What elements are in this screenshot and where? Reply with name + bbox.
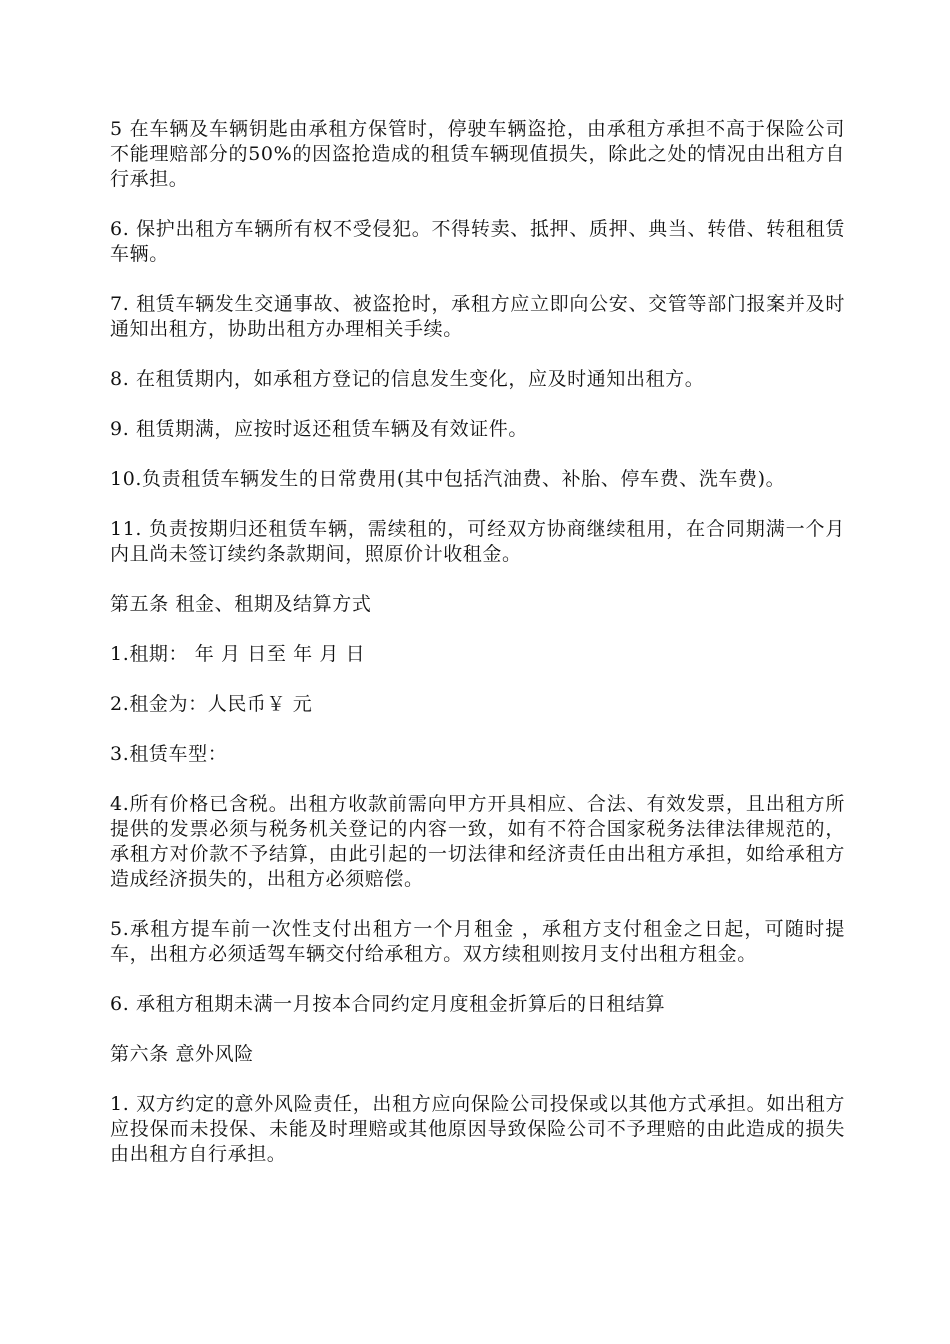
article-5-item-5-payment: 5.承租方提车前一次性支付出租方一个月租金 ，承租方支付租金之日起，可随时提车，出租方必须适驾车辆交付给承租方。双方续租则按月支付出租方租金。 bbox=[110, 918, 845, 965]
clause-6-ownership-protection: 6. 保护出租方车辆所有权不受侵犯。不得转卖、抵押、质押、典当、转借、转租租赁车辆。 bbox=[110, 218, 845, 265]
article-5-item-1-term: 1.租期： 年 月 日至 年 月 日 bbox=[110, 643, 366, 665]
article-6-heading: 第六条 意外风险 bbox=[110, 1043, 254, 1065]
clause-11-renewal: 11. 负责按期归还租赁车辆，需续租的，可经双方协商继续租用，在合同期满一个月内且尚未签订续约条款期间，照原价计收租金。 bbox=[110, 518, 845, 565]
clause-9-return-vehicle: 9. 租赁期满，应按时返还租赁车辆及有效证件。 bbox=[110, 418, 528, 440]
article-5-heading: 第五条 租金、租期及结算方式 bbox=[110, 593, 372, 615]
clause-10-daily-expenses: 10.负责租赁车辆发生的日常费用(其中包括汽油费、补胎、停车费、洗车费)。 bbox=[110, 468, 786, 490]
article-5-item-4-tax: 4.所有价格已含税。出租方收款前需向甲方开具相应、合法、有效发票，且出租方所提供的发票必须与税务机关登记的内容一致，如有不符合国家税务法律法律规范的，承租方对价款不予结算，由此引起的一切法律和经济责任由出租方承担，如给承租方造成经济损失的，出租方必须赔偿。 bbox=[110, 793, 845, 890]
article-5-item-3-vehicle-model: 3.租赁车型： bbox=[110, 743, 228, 765]
article-6-item-1-insurance: 1. 双方约定的意外风险责任，出租方应向保险公司投保或以其他方式承担。如出租方应投保而未投保、未能及时理赔或其他原因导致保险公司不予理赔的由此造成的损失由出租方自行承担。 bbox=[110, 1093, 845, 1165]
clause-8-info-change: 8. 在租赁期内，如承租方登记的信息发生变化，应及时通知出租方。 bbox=[110, 368, 705, 390]
clause-7-accident-report: 7. 租赁车辆发生交通事故、被盗抢时，承租方应立即向公安、交管等部门报案并及时通知出租方，协助出租方办理相关手续。 bbox=[110, 293, 845, 340]
article-5-item-6-daily-settlement: 6. 承租方租期未满一月按本合同约定月度租金折算后的日租结算 bbox=[110, 993, 666, 1015]
clause-5-theft-liability: 5 在车辆及车辆钥匙由承租方保管时，停驶车辆盗抢，由承租方承担不高于保险公司不能理赔部分的50%的因盗抢造成的租赁车辆现值损失，除此之处的情况由出租方自行承担。 bbox=[110, 118, 845, 190]
article-5-item-2-rent: 2.租金为：人民币￥ 元 bbox=[110, 693, 313, 715]
document-body bbox=[110, 117, 845, 1192]
